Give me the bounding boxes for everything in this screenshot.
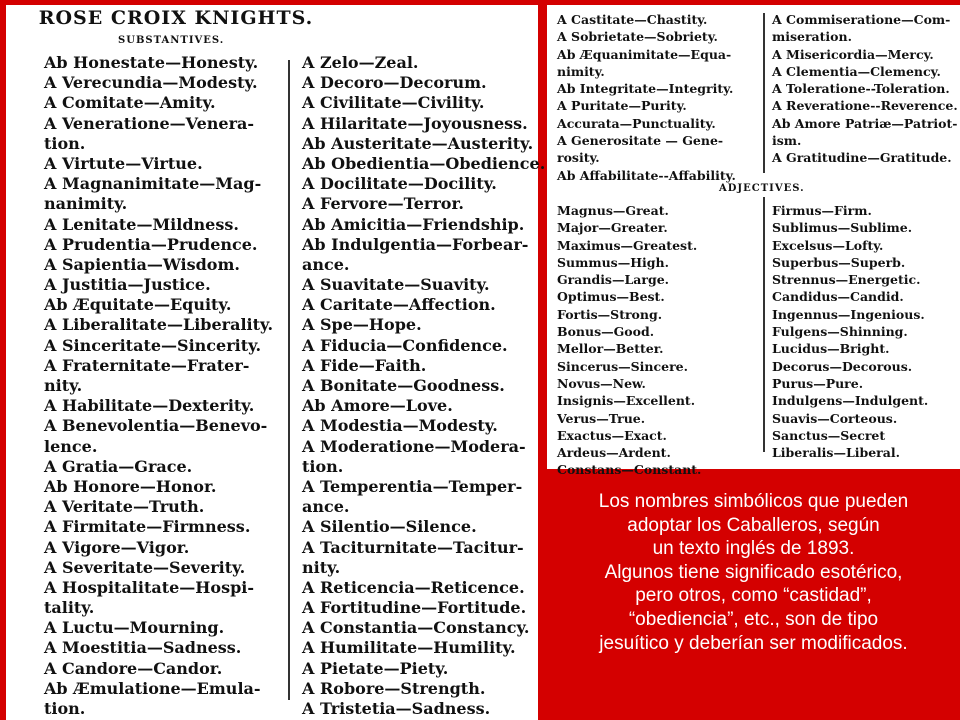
entry-line: A Veritate—Truth. (44, 497, 205, 517)
entry-line: A Lenitate—Mildness. (44, 214, 239, 234)
substantives-heading: SUBSTANTIVES. (118, 35, 225, 46)
entry-line: Ab Amore Patriæ—Patriot- (772, 115, 958, 131)
entry-line: A Hilaritate—Joyousness. (302, 113, 528, 133)
entry-line: A Firmitate—Firmness. (44, 517, 251, 537)
entry-line: A Justitia—Justice. (44, 275, 211, 295)
caption-line: un texto inglés de 1893. (652, 538, 855, 560)
entry-line: A Generositate — Gene- (557, 133, 724, 149)
substantives-column-4 (772, 11, 960, 167)
entry-line: Ab Affabilitate--Affability. (557, 167, 736, 183)
entry-line: A Sobrietate—Sobriety. (557, 29, 718, 45)
entry-line: A Sinceritate—Sincerity. (44, 335, 262, 355)
entry-line: A Liberalitate—Liberality. (44, 315, 274, 335)
entry-line: Fulgens—Shinning. (772, 324, 908, 340)
entry-line: A Decoro—Decorum. (302, 73, 487, 93)
entry-line: Ab Honore—Honor. (44, 476, 217, 496)
entry-line: tion. (302, 456, 344, 476)
entry-line: Decorus—Decorous. (772, 358, 913, 374)
entry-line: A Candore—Candor. (44, 658, 223, 678)
substantives-column-3 (557, 11, 757, 184)
entry-line: A Gratitudine—Gratitude. (772, 150, 952, 166)
caption-text (547, 490, 960, 655)
entry-line: Firmus—Firm. (772, 203, 872, 218)
entry-line: A Veneratione—Venera- (44, 113, 255, 133)
caption-line: jesuítico y deberían ser modificados. (599, 632, 908, 654)
entry-line: A Sapientia—Wisdom. (44, 254, 240, 274)
adjectives-heading: ADJECTIVES. (719, 183, 805, 194)
entry-line: Excelsus—Lofty. (772, 237, 884, 253)
entry-line: A Hospitalitate—Hospi- (44, 577, 254, 597)
entry-line: A Clementia—Clemency. (772, 63, 941, 79)
entry-line: A Comitate—Amity. (44, 93, 216, 113)
entry-line: A Tristetia—Sadness. (302, 699, 491, 718)
entry-line: A Taciturnitate—Tacitur- (302, 537, 524, 557)
entry-line: A Reticencia—Reticence. (302, 577, 525, 597)
entry-line: Ingennus—Ingenious. (772, 306, 925, 322)
adjectives-column-2 (772, 202, 960, 461)
entry-line: miseration. (772, 29, 852, 45)
entry-line: lence. (44, 436, 98, 456)
entry-line: Ab Obedientia—Obedience. (302, 153, 546, 173)
entry-line: Constans—Constant. (557, 462, 702, 478)
entry-line: tion. (44, 133, 86, 153)
entry-line: A Suavitate—Suavity. (302, 275, 490, 295)
entry-line: nimity. (557, 63, 605, 79)
column-divider (763, 13, 765, 173)
left-document-page (6, 5, 546, 720)
entry-line: Ab Amicitia—Friendship. (302, 214, 525, 234)
entry-line: A Silentio—Silence. (302, 517, 477, 537)
entry-line: Accurata—Punctuality. (557, 115, 716, 131)
entry-line: A Docilitate—Docility. (302, 174, 497, 194)
entry-line: A Caritate—Affection. (302, 295, 496, 315)
entry-line: Bonus—Good. (557, 324, 655, 340)
right-document-page (547, 5, 960, 478)
entry-line: Ab Æmulatione—Emula- (44, 678, 261, 698)
entry-line: ism. (772, 133, 802, 149)
entry-line: Verus—True. (557, 410, 646, 426)
entry-line: A Modestia—Modesty. (302, 416, 498, 436)
entry-line: Insignis—Excellent. (557, 393, 696, 409)
entry-line: tality. (44, 598, 95, 618)
entry-line: Ab Integritate—Integrity. (557, 81, 734, 97)
entry-line: A Castitate—Chastity. (557, 12, 708, 27)
entry-line: A Fraternitate—Frater- (44, 355, 250, 375)
entry-line: Sublimus—Sublime. (772, 220, 913, 236)
caption-line: Los nombres simbólicos que pueden (598, 491, 909, 512)
document-title: ROSE CROIX KNIGHTS. (38, 7, 314, 29)
entry-line: A Misericordia—Mercy. (772, 46, 934, 62)
entry-line: A Toleratione--Toleration. (772, 81, 950, 97)
caption-line: Algunos tiene significado esotérico, (604, 561, 903, 583)
entry-line: nanimity. (44, 194, 128, 214)
entry-line: A Moestitia—Sadness. (44, 638, 242, 658)
entry-line: A Fortitudine—Fortitude. (302, 598, 527, 618)
entry-line: Ardeus—Ardent. (557, 445, 671, 461)
entry-line: A Verecundia—Modesty. (44, 73, 258, 93)
entry-line: Ab Indulgentia—Forbear- (302, 234, 529, 254)
entry-line: Sanctus—Secret (772, 427, 886, 443)
entry-line: A Bonitate—Goodness. (302, 376, 505, 395)
entry-line: A Benevolentia—Benevo- (44, 416, 268, 436)
entry-line: A Robore—Strength. (302, 678, 486, 698)
entry-line: Superbus—Superb. (772, 254, 906, 270)
column-divider (288, 60, 290, 700)
entry-line: Ab Æquanimitate—Equa- (557, 46, 732, 62)
entry-line: Fortis—Strong. (557, 306, 663, 322)
entry-line: A Gratia—Grace. (44, 456, 193, 476)
entry-line: A Spe—Hope. (302, 315, 422, 335)
substantives-column-1 (44, 53, 284, 719)
entry-line: A Constantia—Constancy. (302, 618, 530, 638)
entry-line: Indulgens—Indulgent. (772, 393, 929, 409)
entry-line: A Reveratione--Reverence. (772, 98, 958, 114)
entry-line: A Fervore—Terror. (302, 194, 464, 214)
entry-line: A Commiseratione—Com- (772, 12, 951, 27)
entry-line: Ab Amore—Love. (302, 396, 453, 416)
entry-line: tion. (44, 699, 86, 718)
entry-line: Candidus—Candid. (772, 289, 904, 305)
caption-line: pero otros, como “castidad”, (635, 585, 872, 607)
entry-line: ance. (302, 497, 350, 517)
entry-line: Exactus—Exact. (557, 427, 667, 443)
entry-line: A Habilitate—Dexterity. (44, 396, 255, 416)
entry-line: A Fide—Faith. (302, 355, 427, 375)
entry-line: A Severitate—Severity. (44, 557, 246, 577)
entry-line: A Humilitate—Humility. (302, 638, 516, 658)
entry-line: Strennus—Energetic. (772, 272, 921, 288)
entry-line: A Luctu—Mourning. (44, 618, 225, 638)
entry-line: Ab Honestate—Honesty. (44, 53, 259, 72)
entry-line: Lucidus—Bright. (772, 341, 890, 357)
adjectives-column-1 (557, 202, 757, 479)
caption-line: “obediencia”, etc., son de tipo (628, 608, 879, 630)
entry-line: Grandis—Large. (557, 272, 669, 288)
entry-line: A Prudentia—Prudence. (44, 234, 258, 254)
entry-line: A Moderatione—Modera- (302, 436, 526, 456)
entry-line: Maximus—Greatest. (557, 237, 698, 253)
entry-line: Suavis—Corteous. (772, 410, 898, 426)
entry-line: A Magnanimitate—Mag- (44, 174, 262, 194)
entry-line: rosity. (557, 150, 600, 166)
entry-line: A Civilitate—Civility. (302, 93, 485, 113)
entry-line: Major—Greater. (557, 220, 668, 236)
entry-line: A Pietate—Piety. (302, 658, 449, 678)
entry-line: Magnus—Great. (557, 203, 669, 218)
entry-line: A Fiducia—Confidence. (302, 335, 508, 355)
substantives-column-2 (302, 53, 546, 719)
entry-line: ance. (302, 254, 350, 274)
entry-line: A Temperentia—Temper- (302, 476, 523, 496)
entry-line: nity. (44, 376, 83, 395)
entry-line: A Puritate—Purity. (557, 98, 687, 114)
entry-line: Ab Austeritate—Austerity. (302, 133, 534, 153)
entry-line: A Zelo—Zeal. (302, 53, 419, 72)
entry-line: Summus—High. (557, 254, 669, 270)
entry-line: Purus—Pure. (772, 375, 864, 391)
entry-line: A Virtute—Virtue. (44, 153, 203, 173)
column-divider (763, 197, 765, 452)
entry-line: A Vigore—Vigor. (44, 537, 190, 557)
entry-line: Novus—New. (557, 375, 646, 391)
entry-line: Optimus—Best. (557, 289, 665, 305)
entry-line: Sincerus—Sincere. (557, 358, 688, 374)
caption-line: adoptar los Caballeros, según (627, 514, 880, 536)
entry-line: Liberalis—Liberal. (772, 445, 900, 461)
entry-line: nity. (302, 557, 341, 577)
entry-line: Mellor—Better. (557, 341, 664, 357)
entry-line: Ab Æquitate—Equity. (44, 295, 232, 315)
